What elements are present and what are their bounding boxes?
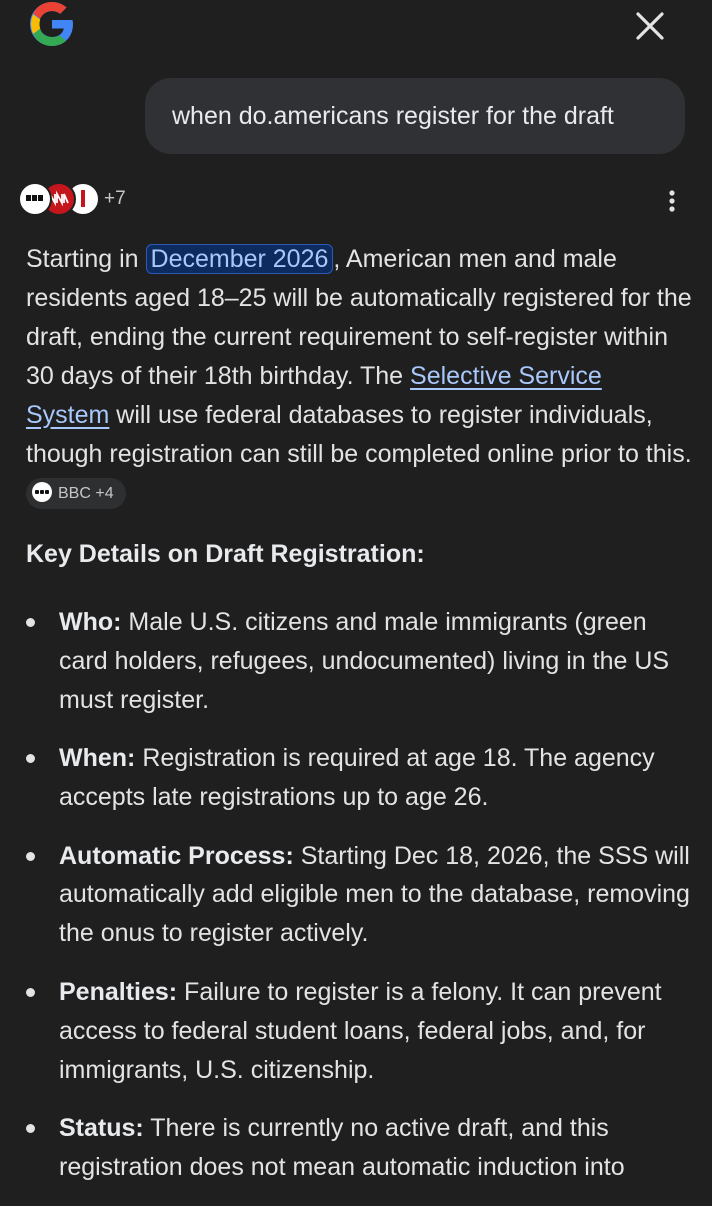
list-item-text: Registration is required at age 18. The agency accepts late registrations up to age 26.: [59, 744, 655, 812]
list-item-penalties: [26, 973, 696, 1090]
list-item-text: Male U.S. citizens and male immigrants (green card holders, refugees, undocumented) living in the US must register.: [59, 608, 670, 714]
bullet-dot: [26, 852, 35, 861]
list-item-label: Automatic Process:: [59, 841, 294, 870]
more-vert-icon[interactable]: [660, 186, 684, 218]
section-heading: Key Details on Draft Registration:: [26, 540, 425, 568]
google-g-logo-icon[interactable]: [26, 0, 78, 48]
bullet-dot: [26, 1124, 35, 1133]
ai-overview-summary: [26, 240, 692, 512]
bullet-dot: [26, 754, 35, 763]
summary-text-prefix: Starting in: [26, 245, 146, 273]
sources-stack[interactable]: [18, 182, 218, 218]
bullet-dot: [26, 618, 35, 627]
list-item-status: [26, 1109, 696, 1187]
close-icon[interactable]: [630, 6, 670, 46]
bullet-dot: [26, 988, 35, 997]
list-item-automatic-process: [26, 837, 696, 954]
list-item-label: Penalties:: [59, 977, 178, 1006]
list-item-who: [26, 603, 696, 720]
list-item-text: Starting Dec 18, 2026, the SSS will automatically add eligible men to the database, removing the onus to register actively.: [59, 841, 690, 948]
user-query-text: when do.americans register for the draft: [172, 102, 614, 130]
citation-chip[interactable]: [26, 478, 126, 509]
bbc-source-icon: [32, 482, 52, 502]
list-item-text: Failure to register is a felony. It can prevent access to federal student loans, federal jobs, and, for immigrants, U.S. citizenship.: [59, 977, 662, 1084]
user-query-bubble: [145, 78, 685, 154]
list-item-when: [26, 739, 696, 817]
top-bar: [0, 0, 712, 60]
list-item-label: Who:: [59, 608, 122, 636]
summary-text-part2: , American men and male residents aged 18–25 will be automatically registered for the draft, ending the current requirement to self-register within 30 days of their 18th birthday. The: [26, 245, 692, 390]
sources-count: +7: [104, 188, 126, 209]
source-bbc-icon: [18, 182, 52, 216]
list-item-label: When:: [59, 744, 136, 773]
key-details-list: [26, 603, 696, 1206]
selective-service-link[interactable]: Selective Service System: [26, 361, 602, 429]
list-item-text: There is currently no active draft, and this registration does not mean automatic induction into: [59, 1113, 625, 1181]
citation-label: BBC +4: [58, 485, 114, 503]
summary-highlight[interactable]: December 2026: [146, 244, 334, 274]
list-item-label: Status:: [59, 1113, 144, 1142]
summary-text-part3: will use federal databases to register individuals, though registration can still be completed online prior to this.: [26, 400, 692, 468]
